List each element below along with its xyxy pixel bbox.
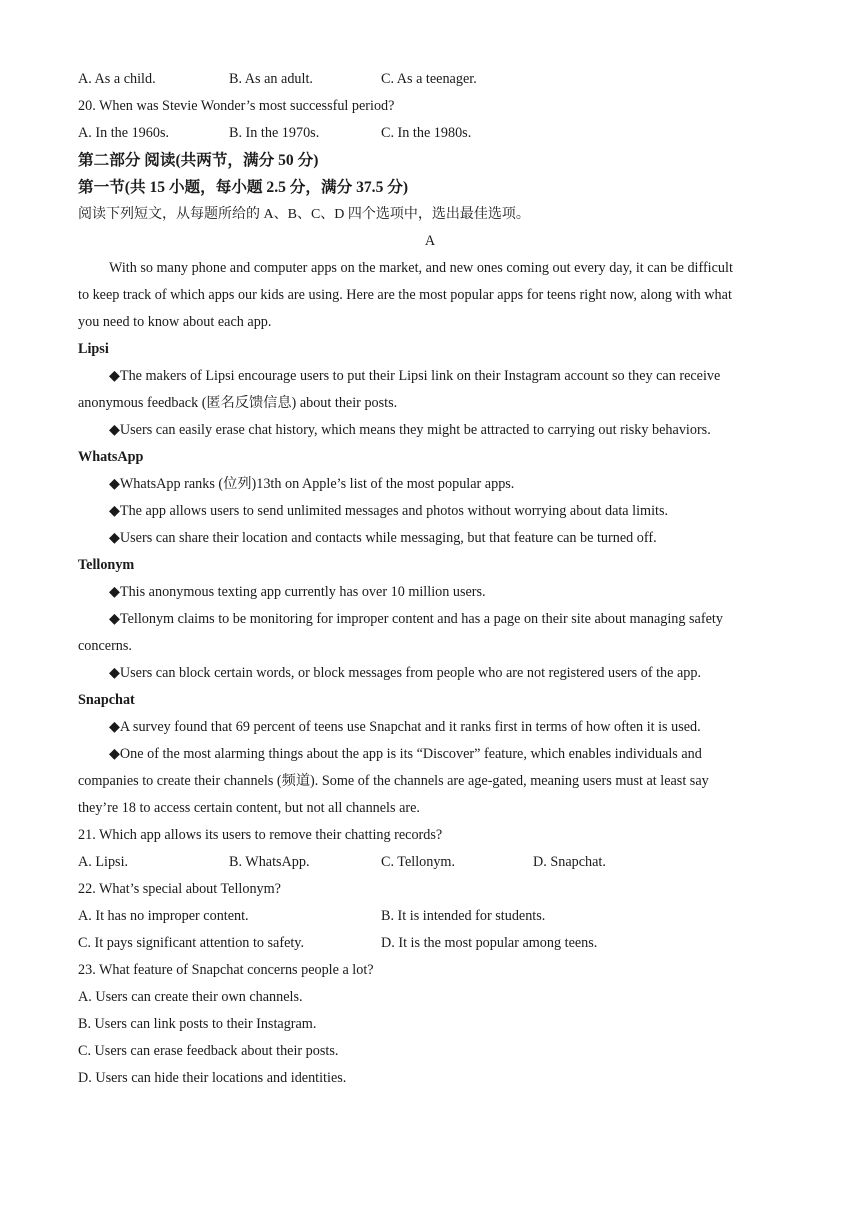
q22-option-a: A. It has no improper content. [78, 908, 249, 924]
q21-option-d: D. Snapchat. [533, 854, 606, 870]
tellonym-bullet-2-line-1: ◆Tellonym claims to be monitoring for improper content and has a page on their site about managing safety [109, 611, 723, 627]
q21-option-c: C. Tellonym. [381, 854, 456, 870]
lipsi-bullet-2: ◆Users can easily erase chat history, which means they might be attracted to carrying out risky behaviors. [109, 422, 711, 438]
q19-options-row [78, 66, 782, 93]
q21-options-row [78, 849, 782, 876]
lipsi-bullet-1-line-2: anonymous feedback (匿名反馈信息) about their posts. [78, 395, 398, 411]
snapchat-bullet-2-line-1: ◆One of the most alarming things about the app is its “Discover” feature, which enables individuals and [109, 746, 702, 762]
q22-option-d: D. It is the most popular among teens. [381, 935, 598, 951]
q21-question: 21. Which app allows its users to remove their chatting records? [78, 827, 443, 843]
q21-option-b: B. WhatsApp. [229, 854, 310, 870]
tellonym-bullet-2-line-2: concerns. [78, 638, 132, 654]
q19-option-b: B. As an adult. [229, 71, 313, 87]
q23-option-b: B. Users can link posts to their Instagram. [78, 1016, 317, 1032]
whatsapp-bullet-3: ◆Users can share their location and contacts while messaging, but that feature can be turned off. [109, 530, 657, 546]
q23-question: 23. What feature of Snapchat concerns people a lot? [78, 962, 374, 978]
app-heading-snapchat: Snapchat [78, 692, 135, 708]
exam-page [78, 66, 782, 1092]
q23-option-c: C. Users can erase feedback about their posts. [78, 1043, 339, 1059]
q20-option-a: A. In the 1960s. [78, 125, 170, 141]
q21-option-a: A. Lipsi. [78, 854, 129, 870]
q22-option-c: C. It pays significant attention to safety. [78, 935, 305, 951]
q22-option-b: B. It is intended for students. [381, 908, 546, 924]
snapchat-bullet-2-line-2: companies to create their channels (频道). Some of the channels are age-gated, meaning users must at least say [78, 773, 709, 789]
q20-options-row [78, 120, 782, 147]
lipsi-bullet-1-line-1: ◆The makers of Lipsi encourage users to put their Lipsi link on their Instagram account so they can receive [109, 368, 721, 384]
q20-option-c: C. In the 1980s. [381, 125, 472, 141]
q22-options-row-1 [78, 903, 782, 930]
passage-label: A [424, 233, 436, 249]
q20-question: 20. When was Stevie Wonder’s most successful period? [78, 98, 395, 114]
instruction-text: 阅读下列短文，从每题所给的 A、B、C、D 四个选项中，选出最佳选项。 [78, 207, 530, 222]
part2-title: 第二部分 阅读(共两节，满分 50 分) [78, 152, 319, 169]
whatsapp-bullet-2: ◆The app allows users to send unlimited messages and photos without worrying about data limits. [109, 503, 669, 519]
intro-line-1: With so many phone and computer apps on the market, and new ones coming out every day, it can be difficult [109, 260, 733, 276]
tellonym-bullet-1: ◆This anonymous texting app currently has over 10 million users. [109, 584, 486, 600]
q23-option-d: D. Users can hide their locations and identities. [78, 1070, 347, 1086]
q22-options-row-2 [78, 930, 782, 957]
snapchat-bullet-2-line-3: they’re 18 to access certain content, but not all channels are. [78, 800, 420, 816]
q22-question: 22. What’s special about Tellonym? [78, 881, 281, 897]
snapchat-bullet-1: ◆A survey found that 69 percent of teens use Snapchat and it ranks first in terms of how often it is used. [109, 719, 701, 735]
q19-option-a: A. As a child. [78, 71, 156, 87]
q20-option-b: B. In the 1970s. [229, 125, 320, 141]
app-heading-lipsi: Lipsi [78, 341, 109, 357]
tellonym-bullet-3: ◆Users can block certain words, or block messages from people who are not registered users of the app. [109, 665, 702, 681]
whatsapp-bullet-1: ◆WhatsApp ranks (位列)13th on Apple’s list of the most popular apps. [109, 476, 515, 492]
app-heading-tellonym: Tellonym [78, 557, 135, 573]
q19-option-c: C. As a teenager. [381, 71, 477, 87]
intro-line-2: to keep track of which apps our kids are using. Here are the most popular apps for teens right now, along with what [78, 287, 732, 303]
intro-line-3: you need to know about each app. [78, 314, 272, 330]
section1-title: 第一节(共 15 小题，每小题 2.5 分，满分 37.5 分) [78, 179, 409, 196]
q23-option-a: A. Users can create their own channels. [78, 989, 303, 1005]
app-heading-whatsapp: WhatsApp [78, 449, 144, 465]
